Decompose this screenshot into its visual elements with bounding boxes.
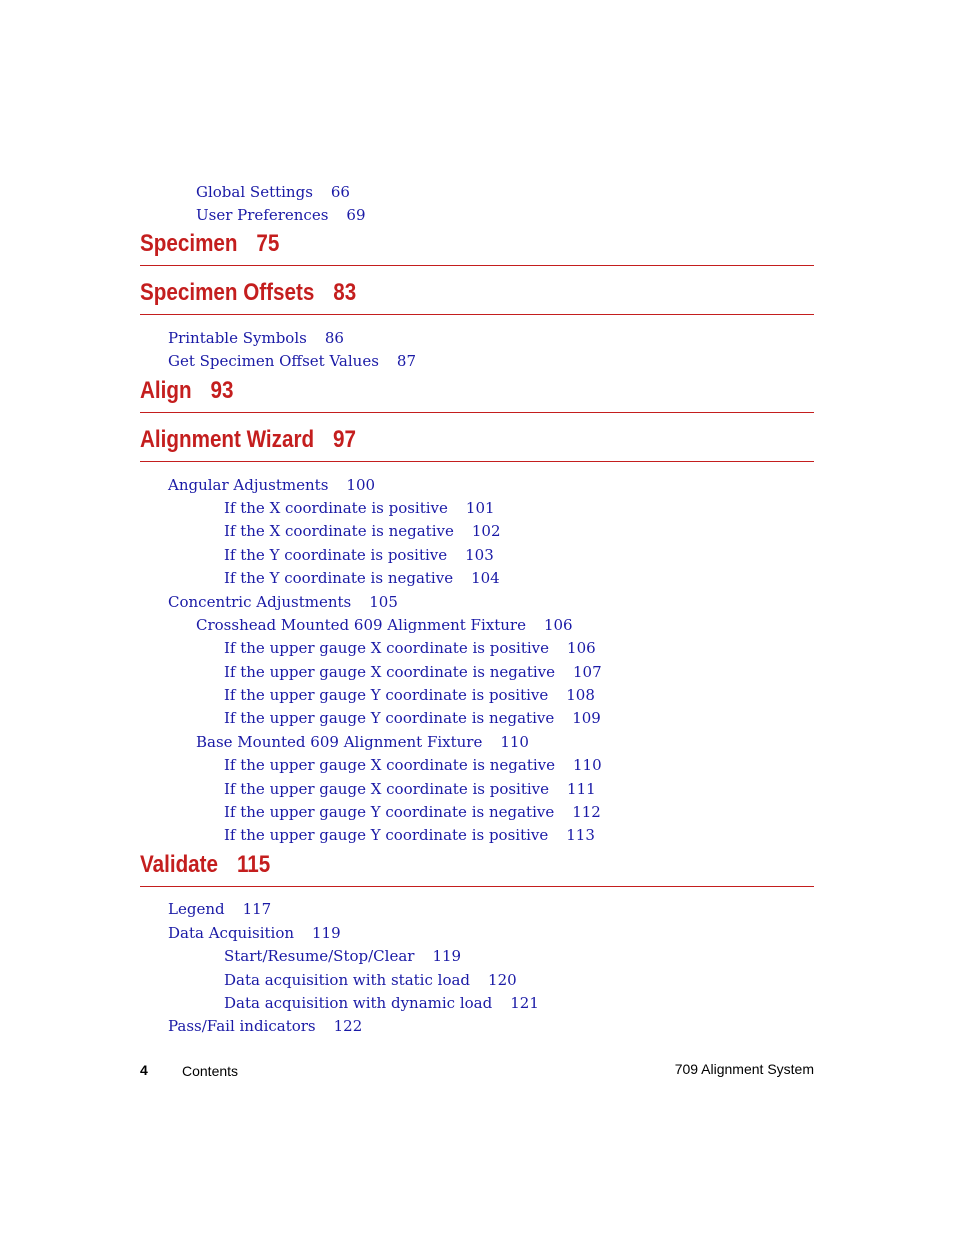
toc-entry-label: Printable Symbols [168, 329, 307, 347]
toc-entry-base-x-positive[interactable] [224, 780, 596, 798]
toc-entry-page: 103 [465, 546, 494, 564]
toc-entry-user-preferences[interactable] [196, 206, 366, 224]
toc-entry-page: 106 [543, 616, 573, 634]
toc-entry-page: 112 [572, 803, 601, 821]
toc-entry-page: 122 [333, 1017, 363, 1035]
toc-entry-page: 108 [566, 686, 595, 704]
toc-entry-get-specimen-offset-values[interactable] [168, 352, 416, 370]
chapter-page: 115 [236, 851, 271, 878]
toc-entry-crosshead-mounted-fixture[interactable] [196, 616, 573, 634]
toc-entry-page: 110 [573, 756, 602, 774]
toc-entry-page: 113 [566, 826, 595, 844]
toc-entry-crosshead-y-negative[interactable] [224, 709, 601, 727]
chapter-title: Specimen [140, 230, 238, 257]
toc-entry-label: Get Specimen Offset Values [168, 352, 379, 370]
toc-entry-label: If the upper gauge Y coordinate is positive [224, 826, 549, 844]
toc-entry-page: 105 [369, 593, 398, 611]
footer-section-label: Contents [182, 1063, 239, 1079]
toc-entry-page: 117 [242, 900, 272, 918]
toc-entry-page: 101 [465, 499, 495, 517]
toc-entry-page: 119 [432, 947, 462, 965]
toc-entry-base-y-negative[interactable] [224, 803, 601, 821]
chapter-heading-validate[interactable] [140, 850, 814, 887]
footer-page-number: 4 [140, 1062, 148, 1078]
toc-entry-printable-symbols[interactable] [168, 329, 344, 347]
toc-entry-label: If the Y coordinate is negative [224, 569, 454, 587]
toc-entry-pass-fail-indicators[interactable] [168, 1017, 362, 1035]
toc-entry-concentric-adjustments[interactable] [168, 593, 398, 611]
toc-entry-label: If the X coordinate is negative [224, 522, 454, 540]
toc-entry-label: User Preferences [196, 206, 329, 224]
chapter-page: 75 [256, 230, 280, 257]
chapter-heading-align[interactable] [140, 376, 814, 413]
toc-entry-page: 109 [572, 709, 601, 727]
toc-entry-x-negative[interactable] [224, 522, 501, 540]
toc-entry-page: 102 [471, 522, 501, 540]
toc-entry-page: 66 [330, 183, 350, 201]
toc-entry-y-negative[interactable] [224, 569, 500, 587]
toc-entry-label: Legend [168, 900, 225, 918]
toc-entry-label: If the upper gauge X coordinate is positive [224, 639, 550, 657]
toc-entry-page: 106 [567, 639, 596, 657]
toc-entry-angular-adjustments[interactable] [168, 476, 375, 494]
toc-entry-page: 120 [488, 971, 517, 989]
toc-entry-base-y-positive[interactable] [224, 826, 595, 844]
toc-entry-crosshead-y-positive[interactable] [224, 686, 595, 704]
toc-entry-base-mounted-fixture[interactable] [196, 733, 529, 751]
chapter-title: Specimen Offsets [140, 279, 315, 306]
toc-entry-page: 111 [567, 780, 596, 798]
toc-entry-x-positive[interactable] [224, 499, 495, 517]
toc-entry-crosshead-x-positive[interactable] [224, 639, 596, 657]
chapter-heading-specimen[interactable] [140, 229, 814, 266]
toc-entry-data-acquisition[interactable] [168, 924, 341, 942]
toc-entry-page: 69 [346, 206, 366, 224]
toc-entry-page: 104 [471, 569, 500, 587]
toc-entry-page: 87 [396, 352, 416, 370]
toc-entry-page: 86 [324, 329, 344, 347]
toc-entry-label: If the X coordinate is positive [224, 499, 448, 517]
toc-entry-start-resume-stop-clear[interactable] [224, 947, 461, 965]
toc-entry-page: 100 [346, 476, 376, 494]
toc-entry-label: Angular Adjustments [168, 476, 329, 494]
chapter-heading-alignment-wizard[interactable] [140, 425, 814, 462]
chapter-title: Validate [140, 851, 219, 878]
toc-entry-global-settings[interactable] [196, 183, 350, 201]
toc-entry-label: If the Y coordinate is positive [224, 546, 448, 564]
chapter-page: 83 [333, 279, 357, 306]
toc-entry-label: Global Settings [196, 183, 313, 201]
toc-entry-label: Data acquisition with dynamic load [224, 994, 493, 1012]
toc-entry-page: 119 [312, 924, 341, 942]
toc-entry-label: If the upper gauge Y coordinate is negative [224, 709, 555, 727]
toc-entry-label: Base Mounted 609 Alignment Fixture [196, 733, 483, 751]
toc-entry-static-load[interactable] [224, 971, 517, 989]
toc-entry-page: 110 [500, 733, 529, 751]
chapter-title: Align [140, 377, 192, 404]
chapter-title: Alignment Wizard [140, 426, 315, 453]
chapter-page: 97 [333, 426, 356, 453]
toc-entry-label: Start/Resume/Stop/Clear [224, 947, 415, 965]
toc-entry-legend[interactable] [168, 900, 271, 918]
chapter-heading-specimen-offsets[interactable] [140, 278, 814, 315]
toc-entry-label: If the upper gauge X coordinate is negative [224, 663, 555, 681]
footer-document-title: 709 Alignment System [674, 1061, 814, 1077]
toc-entry-label: Crosshead Mounted 609 Alignment Fixture [196, 616, 526, 634]
toc-entry-y-positive[interactable] [224, 546, 494, 564]
toc-entry-label: Pass/Fail indicators [168, 1017, 316, 1035]
chapter-page: 93 [210, 377, 234, 404]
toc-entry-label: Concentric Adjustments [168, 593, 352, 611]
toc-entry-label: Data acquisition with static load [224, 971, 471, 989]
toc-entry-dynamic-load[interactable] [224, 994, 539, 1012]
toc-entry-page: 121 [510, 994, 539, 1012]
toc-entry-label: If the upper gauge Y coordinate is negative [224, 803, 555, 821]
toc-entry-label: If the upper gauge Y coordinate is positive [224, 686, 549, 704]
toc-entry-page: 107 [573, 663, 602, 681]
toc-entry-label: If the upper gauge X coordinate is negative [224, 756, 555, 774]
toc-entry-crosshead-x-negative[interactable] [224, 663, 602, 681]
toc-entry-base-x-negative[interactable] [224, 756, 602, 774]
toc-entry-label: Data Acquisition [168, 924, 295, 942]
toc-entry-label: If the upper gauge X coordinate is positive [224, 780, 550, 798]
